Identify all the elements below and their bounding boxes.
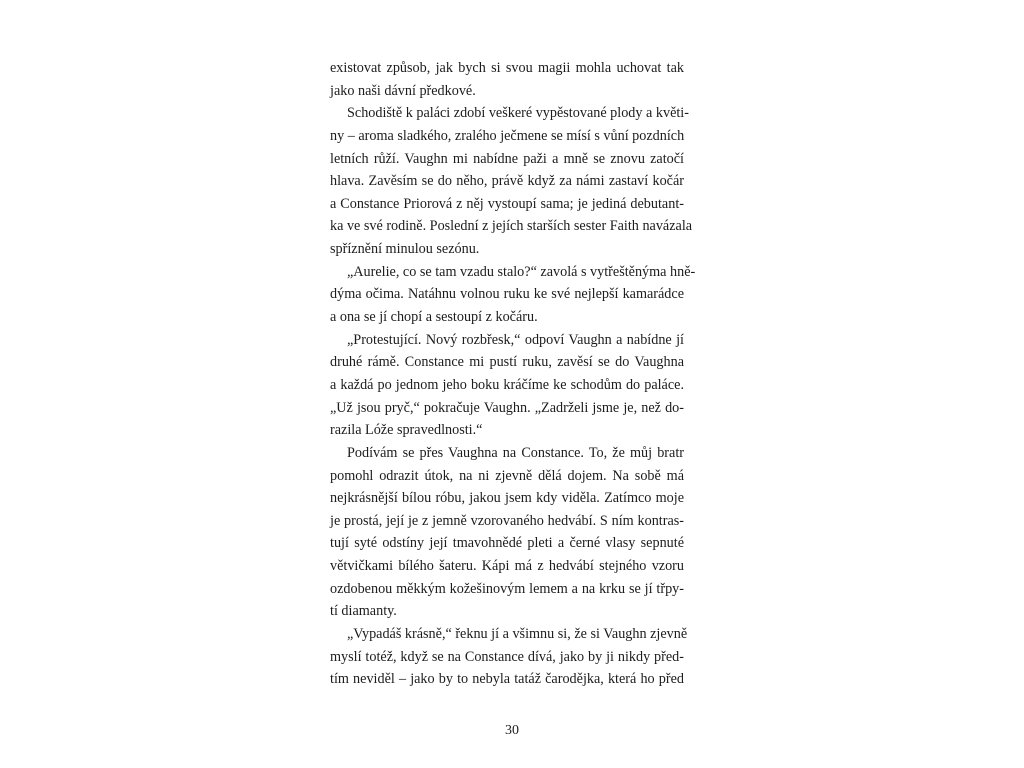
page-number: 30 (505, 723, 519, 738)
text-line: nejkrásnější bílou róbu, jakou jsem kdy viděla. Zatímco moje (330, 490, 684, 507)
body-text (330, 57, 696, 691)
text-line: letních růží. Vaughn mi nabídne paži a mně se znovu zatočí (330, 150, 684, 167)
text-line: „Protestující. Nový rozbřesk,“ odpoví Vaughn a nabídne jí (347, 331, 684, 348)
text-line: „Aurelie, co se tam vzadu stalo?“ zavolá s vytřeštěnýma hně- (347, 263, 696, 280)
text-line: myslí totéž, když se na Constance dívá, jako by ji nikdy před- (330, 648, 684, 665)
text-line: Schodiště k paláci zdobí veškeré vypěstované plody a květi- (347, 105, 689, 122)
text-line: je prostá, její je z jemně vzorovaného hedvábí. S ním kontras- (330, 512, 684, 529)
text-line: hlava. Zavěsím se do něho, právě když za námi zastaví kočár (330, 173, 684, 190)
text-line: tím neviděl – jako by to nebyla tatáž čarodějka, která ho před (330, 671, 684, 688)
text-line: pomohl odrazit útok, na ni zjevně dělá dojem. Na sobě má (330, 467, 684, 484)
text-line: ny – aroma sladkého, zralého ječmene se mísí s vůní pozdních (330, 127, 685, 144)
text-line: tí diamanty. (330, 603, 397, 620)
text-line: tují syté odstíny její tmavohnědé pleti a černé vlasy sepnuté (330, 535, 684, 552)
text-line: a Constance Priorová z něj vystoupí sama; je jediná debutant- (330, 195, 684, 212)
text-line: a ona se jí chopí a sestoupí z kočáru. (330, 309, 538, 326)
text-line: „Vypadáš krásně,“ řeknu jí a všimnu si, že si Vaughn zjevně (347, 626, 688, 643)
text-line: dýma očima. Natáhnu volnou ruku ke své nejlepší kamarádce (330, 286, 684, 303)
text-line: větvičkami bílého šateru. Kápi má z hedvábí stejného vzoru (330, 558, 684, 575)
text-line: „Už jsou pryč,“ pokračuje Vaughn. „Zadrželi jsme je, než do- (330, 399, 684, 416)
text-line: ka ve své rodině. Poslední z jejích starších sester Faith navázala (330, 218, 693, 235)
text-line: ozdobenou měkkým kožešinovým lemem a na krku se jí třpy- (330, 580, 684, 597)
text-line: a každá po jednom jeho boku kráčíme ke schodům do paláce. (330, 376, 684, 393)
text-line: razila Lóže spravedlnosti.“ (330, 422, 483, 439)
text-line: Podívám se přes Vaughna na Constance. To, že můj bratr (347, 444, 684, 461)
text-line: spříznění minulou sezónu. (330, 241, 480, 258)
text-line: jako naši dávní předkové. (330, 82, 476, 99)
text-line: existovat způsob, jak bych si svou magii mohla uchovat tak (330, 60, 684, 76)
text-line: druhé rámě. Constance mi pustí ruku, zavěsí se do Vaughna (330, 354, 684, 371)
